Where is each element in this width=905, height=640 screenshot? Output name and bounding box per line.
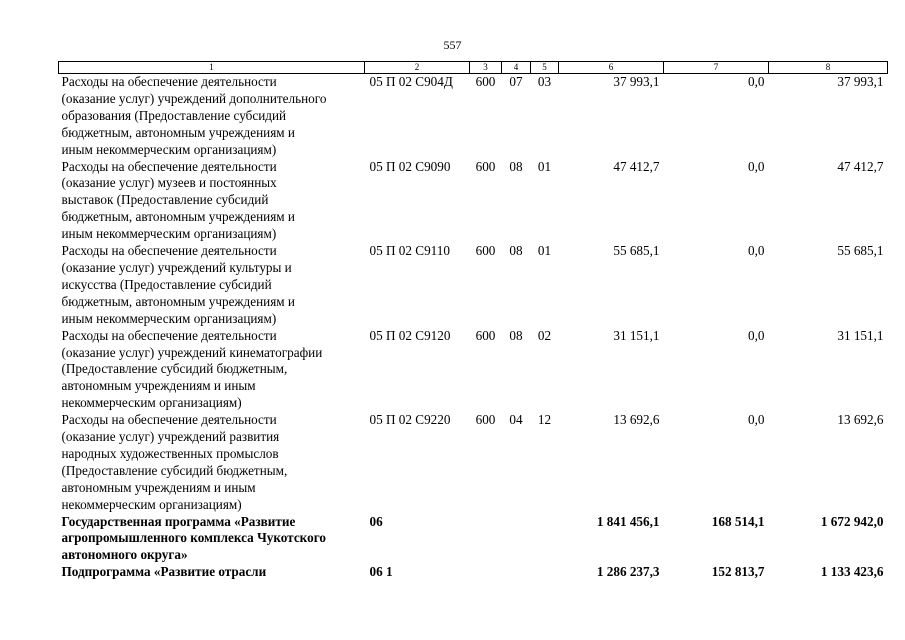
section-code: 07: [509, 74, 523, 89]
row-name: [59, 412, 365, 513]
section-code: 04: [509, 412, 523, 428]
row-name: [59, 514, 365, 565]
row-name-line: Расходы на обеспечение деятельности: [61, 74, 277, 89]
row-name-line: (Предоставление субсидий бюджетным,: [61, 361, 288, 377]
row-name-line: иным некоммерческим организациям): [61, 141, 277, 157]
row-name-line: (оказание услуг) учреждений дополнительного: [61, 90, 327, 106]
header-col-4: 4: [502, 62, 531, 74]
row-name-line: (оказание услуг) музеев и постоянных: [61, 175, 277, 191]
row-name-line: образования (Предоставление субсидий: [61, 107, 287, 123]
row-name-line: бюджетным, автономным учреждениям и: [61, 124, 295, 140]
row-name: [59, 328, 365, 413]
amount-col-7: 0,0: [748, 74, 765, 89]
amount-col-7: 0,0: [748, 158, 765, 174]
table-row: [59, 412, 888, 513]
expense-type-code: 600: [475, 74, 496, 89]
header-col-5: 5: [531, 62, 559, 74]
row-name-line: (Предоставление субсидий бюджетным,: [61, 462, 288, 478]
table-row: [59, 243, 888, 328]
amount-col-7: 168 514,1: [711, 513, 765, 529]
row-name-line: искусства (Предоставление субсидий: [61, 276, 272, 292]
expense-type-code: 600: [475, 243, 496, 259]
subsection-code: 03: [537, 74, 552, 89]
header-col-6: 6: [559, 62, 664, 74]
amount-col-6: 55 685,1: [613, 243, 660, 259]
target-article-code: 06: [369, 513, 383, 529]
target-article-code: 06 1: [369, 564, 393, 580]
subsection-code: [531, 564, 559, 581]
section-code: 08: [509, 327, 523, 343]
amount-col-6: 13 692,6: [613, 412, 660, 428]
target-article-code: 05 П 02 С9110: [369, 243, 450, 259]
amount-col-6: 1 286 237,3: [596, 564, 660, 580]
row-name-line: выставок (Предоставление субсидий: [61, 192, 269, 208]
amount-col-7: 0,0: [748, 327, 765, 343]
target-article-code: 05 П 02 С9120: [369, 327, 451, 343]
row-name-line: (оказание услуг) учреждений развития: [61, 429, 280, 445]
column-number-header: [59, 62, 888, 74]
row-name-line: Расходы на обеспечение деятельности: [61, 412, 277, 428]
row-name-line: автономного округа»: [61, 547, 188, 563]
section-code: 08: [509, 243, 523, 259]
row-name-line: иным некоммерческим организациям): [61, 226, 277, 242]
row-name-line: Подпрограмма «Развитие отрасли: [61, 564, 267, 580]
header-col-8: 8: [769, 62, 888, 74]
row-name: [59, 74, 365, 159]
subsection-code: 02: [537, 327, 552, 343]
table-row: [59, 564, 888, 581]
row-name-line: (оказание услуг) учреждений кинематографии: [61, 344, 323, 360]
header-col-2: 2: [365, 62, 470, 74]
row-name-line: народных художественных промыслов: [61, 445, 279, 461]
amount-col-8: 13 692,6: [837, 412, 884, 428]
subsection-code: [531, 514, 559, 565]
table-row: [59, 328, 888, 413]
amount-col-7: 152 813,7: [711, 564, 765, 580]
amount-col-8: 55 685,1: [837, 243, 884, 259]
table-body: [59, 74, 888, 582]
amount-col-8: 47 412,7: [837, 158, 884, 174]
table-row: [59, 159, 888, 244]
amount-col-7: 0,0: [748, 243, 765, 259]
expense-type-code: [470, 564, 502, 581]
row-name-line: некоммерческим организациям): [61, 496, 242, 512]
row-name-line: бюджетным, автономным учреждениям и: [61, 293, 295, 309]
amount-col-6: 31 151,1: [613, 327, 660, 343]
amount-col-8: 31 151,1: [837, 327, 884, 343]
row-name-line: иным некоммерческим организациям): [61, 310, 277, 326]
subsection-code: 12: [537, 412, 552, 428]
amount-col-8: 1 133 423,6: [820, 564, 884, 580]
row-name-line: Расходы на обеспечение деятельности: [61, 243, 277, 259]
page-number: 557: [443, 38, 462, 52]
expense-type-code: 600: [475, 158, 496, 174]
row-name: [59, 159, 365, 244]
amount-col-6: 47 412,7: [613, 158, 660, 174]
header-col-7: 7: [664, 62, 769, 74]
row-name-line: некоммерческим организациям): [61, 395, 242, 411]
expense-type-code: [470, 514, 502, 565]
budget-table: [58, 61, 888, 581]
subsection-code: 01: [537, 158, 552, 174]
row-name-line: Расходы на обеспечение деятельности: [61, 158, 277, 174]
table-row: [59, 514, 888, 565]
header-col-1: 1: [59, 62, 365, 74]
amount-col-8: 37 993,1: [837, 74, 884, 89]
amount-col-6: 1 841 456,1: [596, 513, 660, 529]
row-name-line: бюджетным, автономным учреждениям и: [61, 209, 295, 225]
row-name-line: агропромышленного комплекса Чукотского: [61, 530, 326, 546]
amount-col-7: 0,0: [748, 412, 765, 428]
section-code: [502, 514, 531, 565]
row-name-line: автономным учреждениям и иным: [61, 378, 256, 394]
row-name: [59, 564, 365, 581]
amount-col-6: 37 993,1: [613, 74, 660, 89]
target-article-code: 05 П 02 С9090: [369, 158, 451, 174]
target-article-code: 05 П 02 С9220: [369, 412, 451, 428]
subsection-code: 01: [537, 243, 552, 259]
row-name-line: автономным учреждениям и иным: [61, 479, 256, 495]
row-name-line: Государственная программа «Развитие: [61, 513, 296, 529]
table-row: [59, 74, 888, 159]
row-name-line: Расходы на обеспечение деятельности: [61, 327, 277, 343]
row-name-line: (оказание услуг) учреждений культуры и: [61, 259, 292, 275]
section-code: [502, 564, 531, 581]
row-name: [59, 243, 365, 328]
expense-type-code: 600: [475, 327, 496, 343]
expense-type-code: 600: [475, 412, 496, 428]
target-article-code: 05 П 02 С904Д: [369, 74, 453, 89]
amount-col-8: 1 672 942,0: [820, 513, 884, 529]
section-code: 08: [509, 158, 523, 174]
header-col-3: 3: [470, 62, 502, 74]
